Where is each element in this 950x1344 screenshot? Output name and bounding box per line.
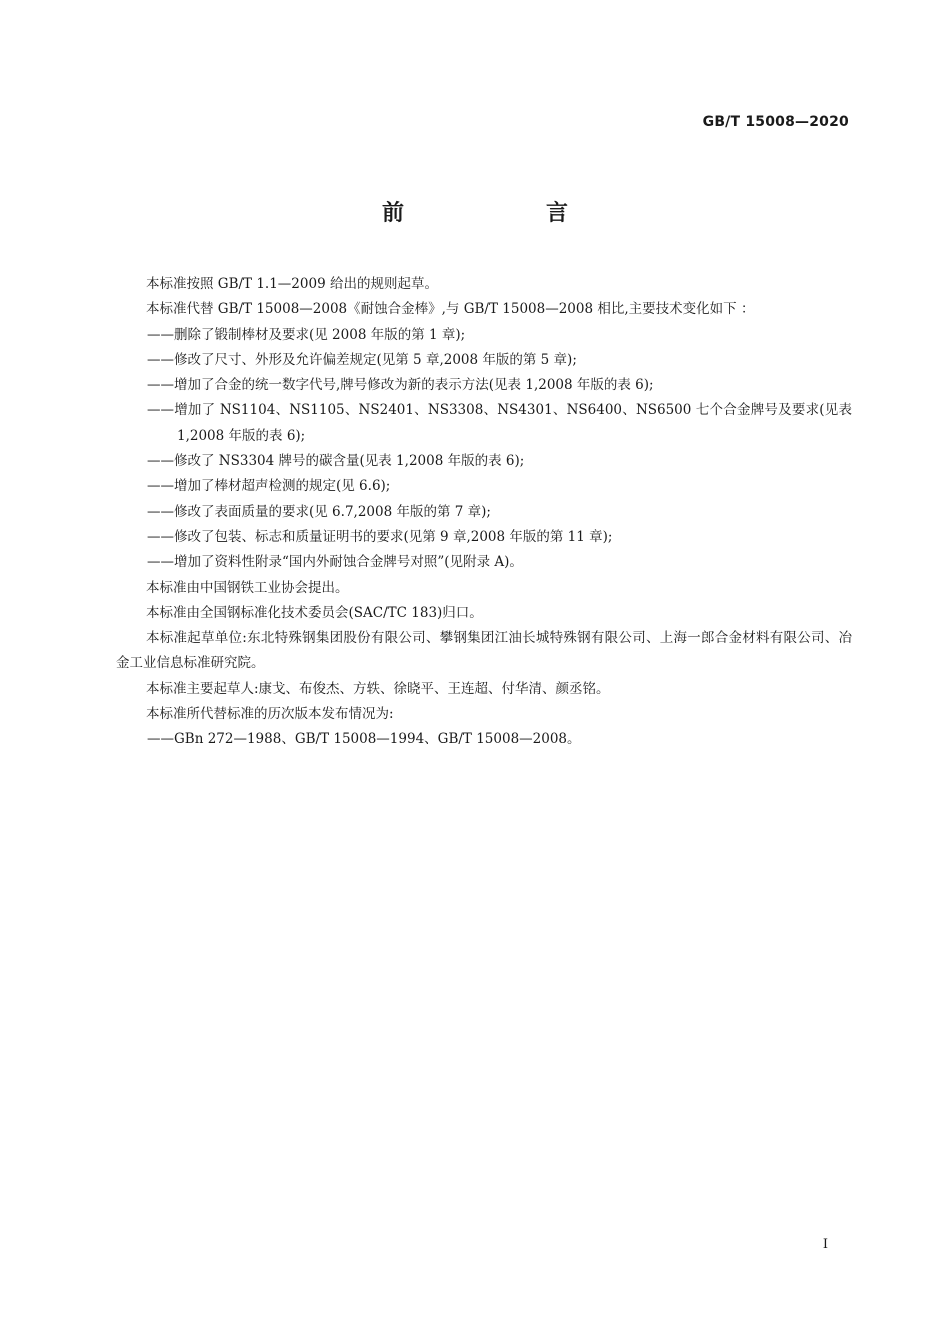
paragraph-history: 本标准所代替标准的历次版本发布情况为:: [146, 706, 394, 723]
paragraph-drafting-rules: 本标准按照 GB/T 1.1—2009 给出的规则起草。: [146, 276, 438, 292]
list-item: ——删除了锻制棒材及要求(见 2008 年版的第 1 章);: [147, 326, 466, 343]
list-item: ——增加了合金的统一数字代号,牌号修改为新的表示方法(见表 1,2008 年版的表 6);: [147, 377, 654, 394]
paragraph-proposer: 本标准由中国钢铁工业协会提出。: [146, 579, 349, 596]
list-item: ——增加了资料性附录“国内外耐蚀合金牌号对照”(见附录 A)。: [147, 554, 523, 571]
paragraph-drafters: 本标准主要起草人:康戈、布俊杰、方轶、徐晓平、王连超、付华清、颜丞铭。: [146, 680, 610, 697]
paragraph-committee: 本标准由全国钢标准化技术委员会(SAC/TC 183)归口。: [146, 604, 483, 621]
page-title: 前 言: [381, 201, 628, 226]
list-item: ——修改了 NS3304 牌号的碳含量(见表 1,2008 年版的表 6);: [147, 453, 525, 470]
list-item: ——增加了棒材超声检测的规定(见 6.6);: [147, 478, 391, 495]
page-number: I: [822, 1237, 828, 1252]
list-item: ——修改了表面质量的要求(见 6.7,2008 年版的第 7 章);: [147, 503, 491, 520]
list-item: ——修改了尺寸、外形及允许偏差规定(见第 5 章,2008 年版的第 5 章);: [147, 351, 577, 368]
list-item: ——修改了包装、标志和质量证明书的要求(见第 9 章,2008 年版的第 11 章);: [147, 528, 613, 545]
list-item: ——增加了 NS1104、NS1105、NS2401、NS3308、NS4301、NS6400、NS6500 七个合金牌号及要求(见表 1,2008 年版的表 6);: [147, 402, 852, 444]
foreword-body: [116, 272, 852, 753]
standard-code: GB/T 15008—2020: [702, 114, 849, 130]
paragraph-drafting-units: 本标准起草单位:东北特殊钢集团股份有限公司、攀钢集团江油长城特殊钢有限公司、上海一郎合金材料有限公司、冶金工业信息标准研究院。: [116, 630, 852, 672]
list-item: ——GBn 272—1988、GB/T 15008—1994、GB/T 15008—2008。: [147, 731, 581, 748]
paragraph-replacement: 本标准代替 GB/T 15008—2008《耐蚀合金棒》,与 GB/T 15008—2008 相比,主要技术变化如下 ：: [146, 301, 755, 318]
